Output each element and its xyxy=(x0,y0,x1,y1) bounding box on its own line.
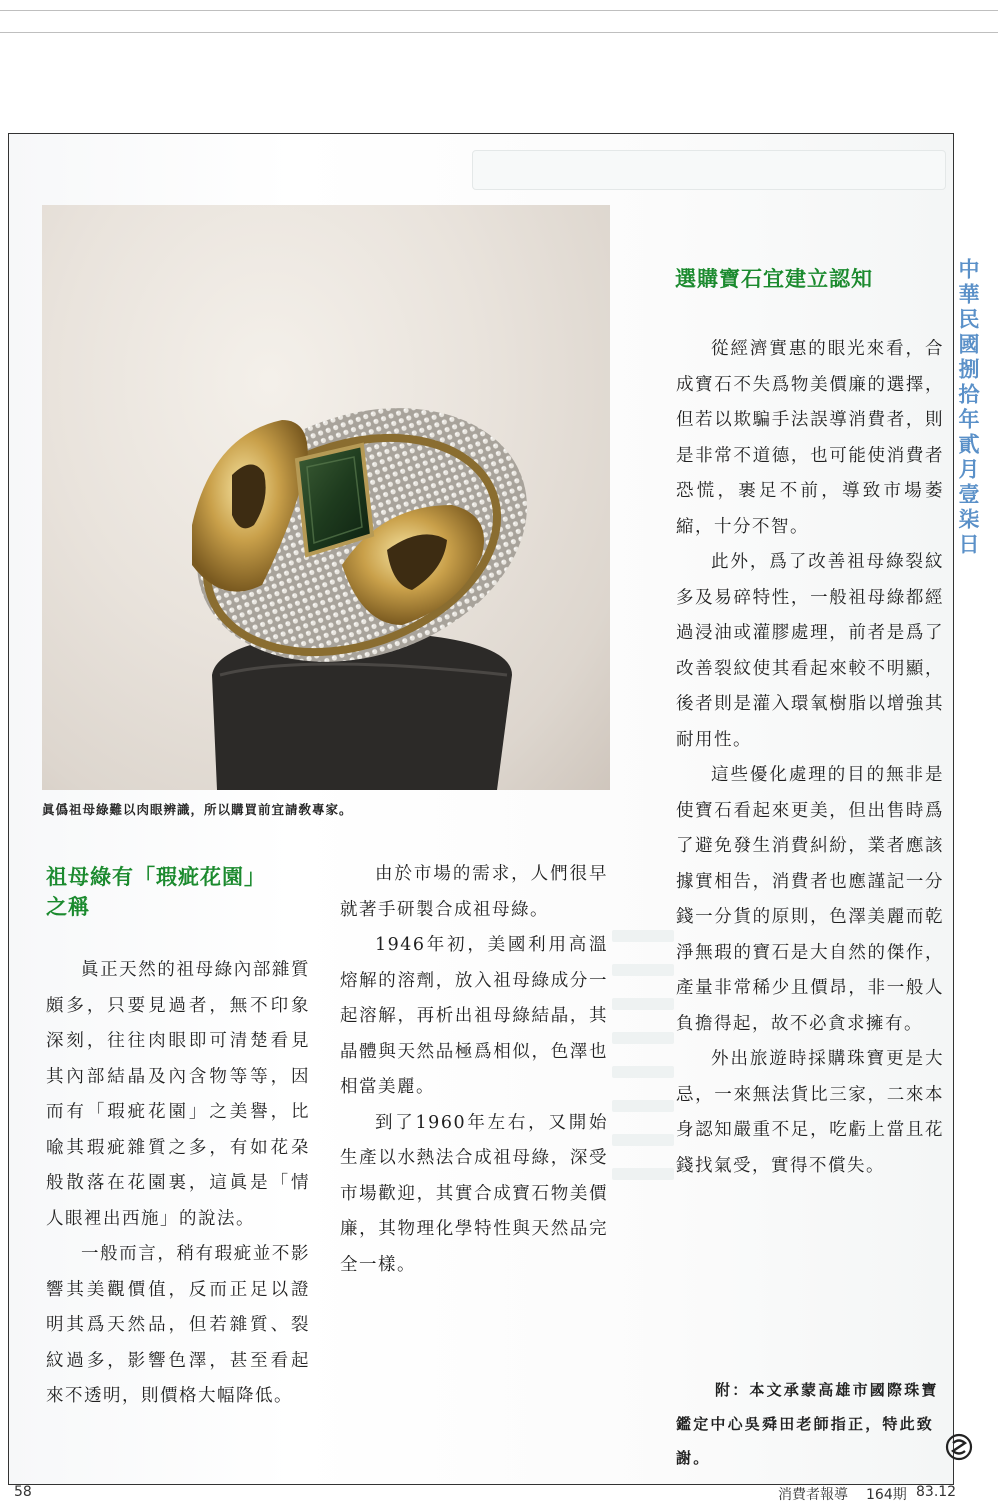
bleed-through-box xyxy=(472,150,946,190)
bleed-through-lines xyxy=(612,930,674,1202)
right-heading: 選購寶石宜建立認知 xyxy=(675,267,873,291)
left-heading-line: 祖母綠有「瑕疵花園」 xyxy=(46,865,266,889)
left-heading-line: 之稱 xyxy=(46,895,90,919)
paragraph: 此外，爲了改善祖母綠裂紋多及易碎特性，一般祖母綠都經過浸油或灌膠處理，前者是爲了改善裂紋使其看起來較不明顯，後者則是灌入環氧樹脂以增強其耐用性。 xyxy=(676,552,944,750)
ring-photo xyxy=(42,205,610,790)
paragraph: 1946年初，美國利用高溫熔解的溶劑，放入祖母綠成分一起溶解，再析出祖母綠結晶，其晶體與天然品極爲相似，色澤也相當美麗。 xyxy=(340,935,608,1097)
magazine-name: 消費者報導 xyxy=(778,1487,848,1503)
right-column-body xyxy=(676,332,944,1184)
paragraph: 由於市場的需求，人們很早就著手研製合成祖母綠。 xyxy=(340,864,608,920)
magazine-logo-icon xyxy=(944,1432,974,1462)
date-stamp xyxy=(956,258,980,558)
issue-number: 164期 xyxy=(866,1487,907,1503)
paragraph: 外出旅遊時採購珠寶更是大忌，一來無法貨比三家，二來本身認知嚴重不足，吃虧上當且花錢找氣受，實得不償失。 xyxy=(676,1049,944,1176)
date-stamp-text: 中華民國捌拾年貳月壹柒日 xyxy=(956,258,980,558)
top-rule xyxy=(0,10,998,11)
acknowledgement xyxy=(676,1373,944,1475)
middle-column-body xyxy=(340,857,608,1283)
paragraph: 這些優化處理的目的無非是使寶石看起來更美，但出售時爲了避免發生消費糾紛，業者應該據實相告，消費者也應謹記一分錢一分貨的原則，色澤美麗而乾淨無瑕的寶石是大自然的傑作，產量非常稀少且價昂，非一般人負擔得起，故不必貪求擁有。 xyxy=(676,765,944,1034)
page-number: 58 xyxy=(14,1484,32,1500)
top-rule xyxy=(0,32,998,33)
paragraph: 從經濟實惠的眼光來看，合成寶石不失爲物美價廉的選擇，但若以欺騙手法誤導消費者，則是非常不道德，也可能使消費者恐慌，裹足不前，導致市場萎縮，十分不智。 xyxy=(676,339,944,537)
paragraph: 眞正天然的祖母綠內部雜質頗多，只要見過者，無不印象深刻，往往肉眼即可清楚看見其內部結晶及內含物等等，因而有「瑕疵花園」之美譽，比喩其瑕疵雜質之多，有如花朶般散落在花園裏，這眞是「情人眼裡出西施」的說法。 xyxy=(46,960,310,1229)
paragraph: 到了1960年左右，又開始生產以水熱法合成祖母綠，深受市場歡迎，其實合成寶石物美價廉，其物理化學特性與天然品完全一樣。 xyxy=(340,1112,608,1275)
left-heading xyxy=(46,862,266,922)
acknowledgement-text: 附：本文承蒙高雄市國際珠寶鑑定中心吳舜田老師指正，特此致謝。 xyxy=(676,1381,939,1467)
issue-date: 83.12 xyxy=(916,1484,957,1500)
paragraph: 一般而言，稍有瑕疵並不影響其美觀價值，反而正足以證明其爲天然品，但若雜質、裂紋過多，影響色澤，甚至看起來不透明，則價格大幅降低。 xyxy=(46,1244,310,1406)
emerald-ring-image xyxy=(42,205,610,790)
left-column-body xyxy=(46,953,310,1415)
photo-caption: 眞僞祖母綠難以肉眼辨識，所以購買前宜請敎專家。 xyxy=(42,802,353,817)
